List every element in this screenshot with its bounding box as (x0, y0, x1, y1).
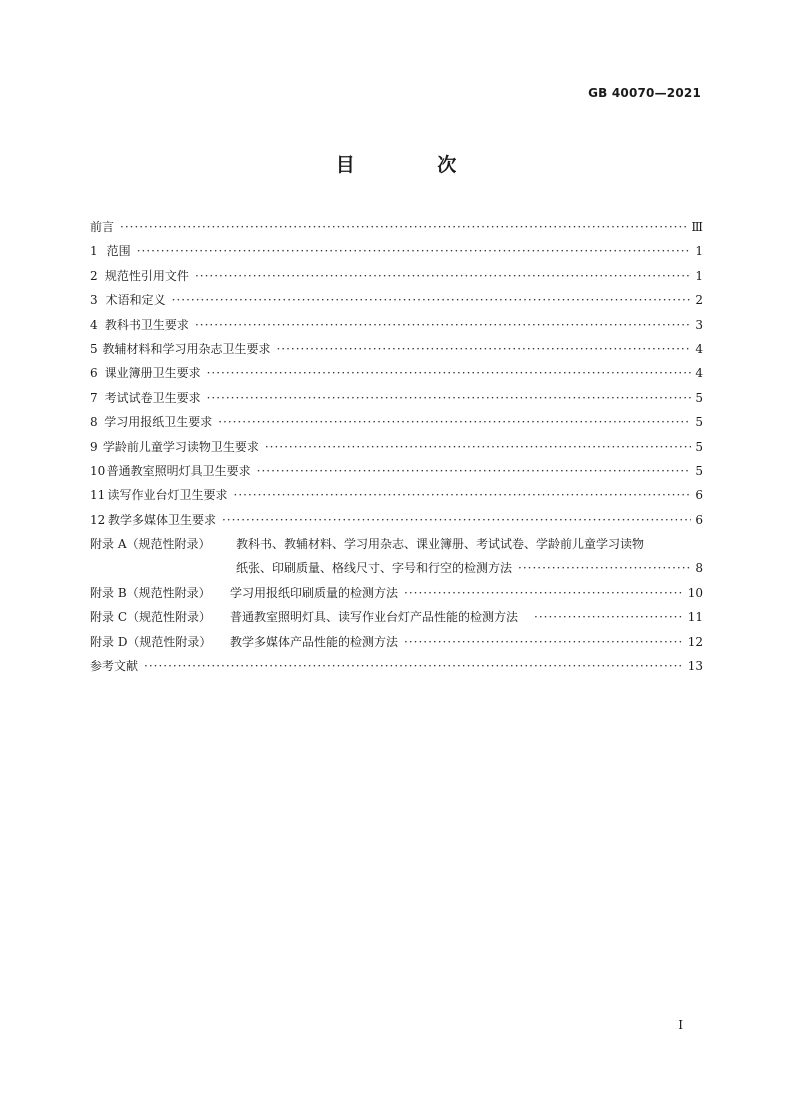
toc-page-number: 5 (695, 415, 703, 430)
toc-leader-dots (144, 654, 684, 678)
toc-entry-label: 术语和定义 (105, 293, 166, 308)
appendix-prefix: 附录 A（规范性附录） (90, 537, 211, 552)
toc-entry[interactable] (90, 483, 703, 507)
toc-entry-number: 4 (90, 317, 98, 332)
toc-appendix-c[interactable] (90, 605, 703, 629)
page-number: Ⅰ (678, 1018, 683, 1032)
toc-leader-dots (207, 386, 692, 410)
toc-leader-dots (207, 361, 692, 385)
toc-leader-dots (172, 288, 692, 312)
toc-entry[interactable] (90, 361, 703, 385)
toc-page-number: 5 (695, 463, 703, 478)
toc-entry-number: 7 (90, 390, 98, 405)
toc-page-number: 5 (695, 390, 703, 405)
toc-page-number: 6 (695, 488, 703, 503)
toc-appendix-a-continuation[interactable] (90, 556, 703, 580)
appendix-title-line-1: 教科书、教辅材料、学习用杂志、课业簿册、考试试卷、学龄前儿童学习读物 (236, 537, 645, 552)
toc-leader-dots (137, 239, 692, 263)
toc-page-number: 1 (695, 268, 703, 283)
toc-leader-dots (265, 435, 692, 459)
toc-entry-label: 读写作业台灯卫生要求 (107, 488, 228, 503)
toc-entry[interactable] (90, 288, 703, 312)
toc-page-number: 4 (695, 341, 703, 356)
toc-entry-label: 规范性引用文件 (104, 268, 189, 283)
toc-page-number: 5 (695, 439, 703, 454)
toc-page-number: Ⅲ (691, 220, 703, 234)
appendix-title: 教学多媒体产品性能的检测方法 (230, 634, 399, 649)
toc-entry-number: 5 (90, 341, 98, 356)
toc-entry-number: 11 (90, 488, 106, 503)
toc-entry-foreword[interactable] (90, 215, 703, 239)
toc-entry-label: 学龄前儿童学习读物卫生要求 (102, 439, 259, 454)
page-title: 目 次 (335, 154, 495, 176)
toc-page-number: 1 (695, 244, 703, 259)
appendix-title-line-2: 纸张、印刷质量、格线尺寸、字号和行空的检测方法 (236, 561, 513, 576)
toc-leader-dots (404, 581, 684, 605)
appendix-prefix: 附录 D（规范性附录） (90, 634, 212, 649)
toc-page-number: 4 (695, 366, 703, 381)
toc-leader-dots (518, 556, 691, 580)
toc-entry-number: 3 (90, 293, 98, 308)
toc-page-number: 11 (687, 610, 703, 625)
toc-entry-label: 学习用报纸卫生要求 (104, 415, 213, 430)
toc-entry-number: 6 (90, 366, 98, 381)
toc-entry[interactable] (90, 410, 703, 434)
toc-page-number: 12 (687, 634, 703, 649)
toc-entry-number: 9 (90, 439, 98, 454)
table-of-contents (90, 215, 703, 678)
toc-entry[interactable] (90, 508, 703, 532)
toc-entry[interactable] (90, 459, 703, 483)
toc-entry-label: 参考文献 (90, 659, 139, 674)
toc-page-number: 3 (695, 317, 703, 332)
toc-entry[interactable] (90, 435, 703, 459)
toc-leader-dots (222, 508, 691, 532)
toc-entry-label: 考试试卷卫生要求 (104, 390, 201, 405)
toc-entry[interactable] (90, 264, 703, 288)
toc-entry-label: 前言 (90, 220, 115, 234)
toc-page-number: 10 (687, 585, 703, 600)
toc-page-number: 8 (695, 561, 703, 576)
toc-entry[interactable] (90, 337, 703, 361)
appendix-prefix: 附录 C（规范性附录） (90, 610, 211, 625)
toc-entry-label: 教科书卫生要求 (104, 317, 189, 332)
toc-leader-dots (234, 483, 692, 507)
toc-entry-label: 普通教室照明灯具卫生要求 (106, 463, 251, 478)
toc-entry[interactable] (90, 313, 703, 337)
toc-leader-dots (120, 215, 687, 239)
toc-page-number: 2 (695, 293, 703, 308)
toc-appendix-d[interactable] (90, 630, 703, 654)
toc-appendix-b[interactable] (90, 581, 703, 605)
toc-leader-dots (534, 605, 684, 629)
toc-entry-references[interactable] (90, 654, 703, 678)
toc-leader-dots (257, 459, 692, 483)
toc-entry-label: 教学多媒体卫生要求 (107, 512, 216, 527)
toc-leader-dots (195, 264, 691, 288)
appendix-title: 学习用报纸印刷质量的检测方法 (230, 585, 399, 600)
toc-leader-dots (195, 313, 691, 337)
toc-entry-number: 8 (90, 415, 98, 430)
toc-entry-number: 1 (90, 244, 98, 259)
toc-entry-label: 教辅材料和学习用杂志卫生要求 (102, 341, 271, 356)
appendix-title: 普通教室照明灯具、读写作业台灯产品性能的检测方法 (230, 610, 519, 625)
toc-entry-number: 2 (90, 268, 98, 283)
toc-leader-dots (218, 410, 691, 434)
toc-entry-number: 10 (90, 463, 106, 478)
appendix-prefix: 附录 B（规范性附录） (90, 585, 211, 600)
toc-entry-number: 12 (90, 512, 106, 527)
standard-code: GB 40070—2021 (588, 86, 701, 100)
toc-leader-dots (404, 630, 684, 654)
toc-entry-label: 范围 (106, 244, 131, 259)
toc-page-number: 6 (695, 512, 703, 527)
toc-entry-label: 课业簿册卫生要求 (104, 366, 201, 381)
toc-page-number: 13 (687, 659, 703, 674)
toc-entry[interactable] (90, 239, 703, 263)
toc-leader-dots (276, 337, 691, 361)
toc-entry[interactable] (90, 386, 703, 410)
toc-appendix-a[interactable] (90, 532, 703, 556)
